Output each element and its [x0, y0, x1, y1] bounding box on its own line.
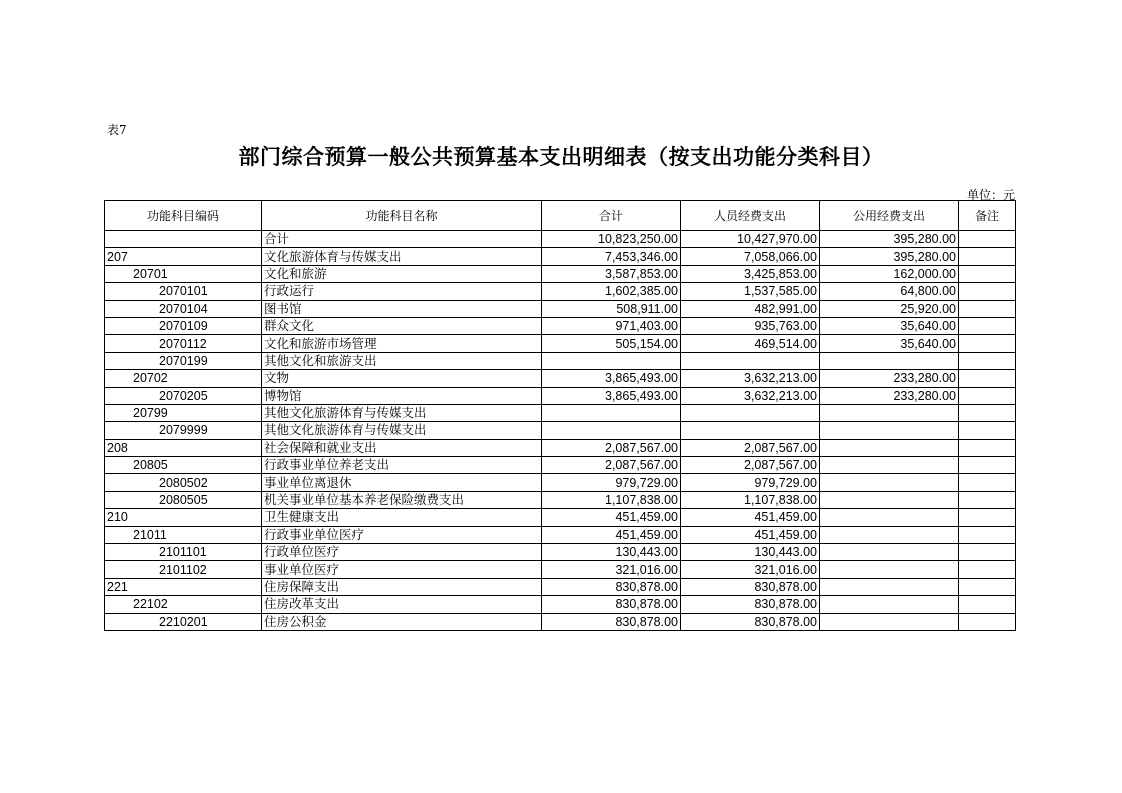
cell-personnel: 451,459.00 [681, 526, 820, 543]
cell-total: 979,729.00 [542, 474, 681, 491]
cell-total: 3,865,493.00 [542, 370, 681, 387]
cell-code: 2080505 [105, 491, 262, 508]
cell-total: 3,587,853.00 [542, 265, 681, 282]
cell-name: 事业单位离退休 [262, 474, 542, 491]
cell-total: 130,443.00 [542, 544, 681, 561]
table-row [105, 422, 1016, 439]
cell-note [959, 526, 1016, 543]
cell-name: 其他文化和旅游支出 [262, 352, 542, 369]
table-body [105, 231, 1016, 631]
cell-name: 文化和旅游 [262, 265, 542, 282]
cell-total: 830,878.00 [542, 596, 681, 613]
table-row [105, 474, 1016, 491]
cell-personnel: 469,514.00 [681, 335, 820, 352]
cell-code: 20805 [105, 457, 262, 474]
cell-personnel: 1,107,838.00 [681, 491, 820, 508]
header-name: 功能科目名称 [262, 201, 542, 231]
table-row [105, 561, 1016, 578]
cell-name: 住房改革支出 [262, 596, 542, 613]
cell-name: 行政事业单位养老支出 [262, 457, 542, 474]
table-row [105, 283, 1016, 300]
cell-name: 图书馆 [262, 300, 542, 317]
cell-personnel: 830,878.00 [681, 613, 820, 630]
table-row [105, 578, 1016, 595]
cell-code: 2210201 [105, 613, 262, 630]
cell-code: 2101102 [105, 561, 262, 578]
cell-name: 住房公积金 [262, 613, 542, 630]
cell-total [542, 422, 681, 439]
cell-note [959, 439, 1016, 456]
cell-personnel: 3,632,213.00 [681, 387, 820, 404]
cell-public [820, 457, 959, 474]
cell-code: 2070104 [105, 300, 262, 317]
cell-name: 机关事业单位基本养老保险缴费支出 [262, 491, 542, 508]
cell-code: 20701 [105, 265, 262, 282]
cell-name: 其他文化旅游体育与传媒支出 [262, 422, 542, 439]
cell-public [820, 596, 959, 613]
cell-code: 2070109 [105, 317, 262, 334]
table-row [105, 317, 1016, 334]
cell-code: 2070101 [105, 283, 262, 300]
cell-note [959, 578, 1016, 595]
cell-personnel: 935,763.00 [681, 317, 820, 334]
header-total: 合计 [542, 201, 681, 231]
cell-note [959, 422, 1016, 439]
cell-public: 25,920.00 [820, 300, 959, 317]
table-row [105, 544, 1016, 561]
cell-public [820, 561, 959, 578]
cell-code: 2079999 [105, 422, 262, 439]
table-number-label: 表7 [107, 123, 127, 137]
cell-name: 社会保障和就业支出 [262, 439, 542, 456]
cell-note [959, 352, 1016, 369]
cell-personnel: 130,443.00 [681, 544, 820, 561]
cell-total: 1,107,838.00 [542, 491, 681, 508]
cell-total: 1,602,385.00 [542, 283, 681, 300]
cell-public: 395,280.00 [820, 231, 959, 248]
cell-note [959, 248, 1016, 265]
cell-note [959, 300, 1016, 317]
cell-public [820, 509, 959, 526]
table-row [105, 491, 1016, 508]
cell-code: 208 [105, 439, 262, 456]
cell-public: 233,280.00 [820, 370, 959, 387]
table-row [105, 404, 1016, 421]
page-title: 部门综合预算一般公共预算基本支出明细表（按支出功能分类科目） [238, 145, 884, 169]
cell-name: 其他文化旅游体育与传媒支出 [262, 404, 542, 421]
table-row [105, 335, 1016, 352]
table-header [105, 201, 1016, 231]
cell-personnel: 1,537,585.00 [681, 283, 820, 300]
cell-public: 35,640.00 [820, 335, 959, 352]
cell-code: 2070205 [105, 387, 262, 404]
cell-name: 卫生健康支出 [262, 509, 542, 526]
cell-name: 博物馆 [262, 387, 542, 404]
cell-total: 10,823,250.00 [542, 231, 681, 248]
cell-code: 2070112 [105, 335, 262, 352]
cell-personnel [681, 352, 820, 369]
cell-note [959, 370, 1016, 387]
cell-name: 行政事业单位医疗 [262, 526, 542, 543]
cell-total: 508,911.00 [542, 300, 681, 317]
cell-note [959, 474, 1016, 491]
cell-public [820, 404, 959, 421]
header-code: 功能科目编码 [105, 201, 262, 231]
cell-total: 3,865,493.00 [542, 387, 681, 404]
cell-personnel: 451,459.00 [681, 509, 820, 526]
table-row [105, 231, 1016, 248]
cell-note [959, 265, 1016, 282]
cell-public [820, 474, 959, 491]
table-row [105, 509, 1016, 526]
cell-code: 21011 [105, 526, 262, 543]
cell-public: 162,000.00 [820, 265, 959, 282]
header-row [105, 201, 1016, 231]
cell-personnel: 7,058,066.00 [681, 248, 820, 265]
table-row [105, 352, 1016, 369]
table-row [105, 300, 1016, 317]
header-personnel: 人员经费支出 [681, 201, 820, 231]
cell-personnel: 979,729.00 [681, 474, 820, 491]
table-row [105, 370, 1016, 387]
cell-public [820, 578, 959, 595]
cell-total: 2,087,567.00 [542, 457, 681, 474]
table-row [105, 265, 1016, 282]
unit-label: 单位：元 [966, 188, 1015, 202]
cell-name: 合计 [262, 231, 542, 248]
cell-code: 2101101 [105, 544, 262, 561]
cell-total: 2,087,567.00 [542, 439, 681, 456]
cell-note [959, 231, 1016, 248]
cell-public [820, 352, 959, 369]
cell-note [959, 335, 1016, 352]
cell-personnel: 3,632,213.00 [681, 370, 820, 387]
cell-name: 文物 [262, 370, 542, 387]
cell-total: 830,878.00 [542, 578, 681, 595]
cell-code: 207 [105, 248, 262, 265]
cell-total: 971,403.00 [542, 317, 681, 334]
cell-name: 住房保障支出 [262, 578, 542, 595]
cell-public [820, 491, 959, 508]
table-row [105, 248, 1016, 265]
cell-total: 451,459.00 [542, 526, 681, 543]
cell-note [959, 317, 1016, 334]
cell-personnel: 830,878.00 [681, 596, 820, 613]
cell-note [959, 491, 1016, 508]
cell-personnel: 482,991.00 [681, 300, 820, 317]
cell-personnel [681, 404, 820, 421]
cell-code: 20702 [105, 370, 262, 387]
cell-code: 221 [105, 578, 262, 595]
table-row [105, 526, 1016, 543]
cell-personnel: 10,427,970.00 [681, 231, 820, 248]
table-row [105, 596, 1016, 613]
cell-note [959, 509, 1016, 526]
header-public: 公用经费支出 [820, 201, 959, 231]
cell-name: 事业单位医疗 [262, 561, 542, 578]
cell-public [820, 613, 959, 630]
cell-name: 行政运行 [262, 283, 542, 300]
cell-total [542, 404, 681, 421]
cell-public [820, 422, 959, 439]
cell-public: 35,640.00 [820, 317, 959, 334]
cell-note [959, 283, 1016, 300]
cell-total: 321,016.00 [542, 561, 681, 578]
cell-total: 7,453,346.00 [542, 248, 681, 265]
cell-name: 行政单位医疗 [262, 544, 542, 561]
cell-note [959, 561, 1016, 578]
cell-name: 文化和旅游市场管理 [262, 335, 542, 352]
cell-note [959, 387, 1016, 404]
cell-personnel: 2,087,567.00 [681, 457, 820, 474]
cell-personnel: 3,425,853.00 [681, 265, 820, 282]
cell-note [959, 613, 1016, 630]
cell-code: 2080502 [105, 474, 262, 491]
cell-name: 文化旅游体育与传媒支出 [262, 248, 542, 265]
budget-table [104, 200, 1016, 631]
cell-code: 2070199 [105, 352, 262, 369]
cell-public: 395,280.00 [820, 248, 959, 265]
cell-code: 22102 [105, 596, 262, 613]
cell-total [542, 352, 681, 369]
cell-code [105, 231, 262, 248]
cell-name: 群众文化 [262, 317, 542, 334]
table-row [105, 439, 1016, 456]
table-row [105, 387, 1016, 404]
cell-note [959, 544, 1016, 561]
cell-total: 830,878.00 [542, 613, 681, 630]
cell-note [959, 457, 1016, 474]
table-row [105, 457, 1016, 474]
table-row [105, 613, 1016, 630]
cell-personnel: 830,878.00 [681, 578, 820, 595]
cell-code: 20799 [105, 404, 262, 421]
header-note: 备注 [959, 201, 1016, 231]
cell-public [820, 526, 959, 543]
cell-personnel: 2,087,567.00 [681, 439, 820, 456]
cell-public: 64,800.00 [820, 283, 959, 300]
cell-public [820, 439, 959, 456]
cell-total: 451,459.00 [542, 509, 681, 526]
cell-public: 233,280.00 [820, 387, 959, 404]
cell-note [959, 596, 1016, 613]
cell-personnel: 321,016.00 [681, 561, 820, 578]
cell-code: 210 [105, 509, 262, 526]
cell-public [820, 544, 959, 561]
cell-personnel [681, 422, 820, 439]
cell-total: 505,154.00 [542, 335, 681, 352]
cell-note [959, 404, 1016, 421]
